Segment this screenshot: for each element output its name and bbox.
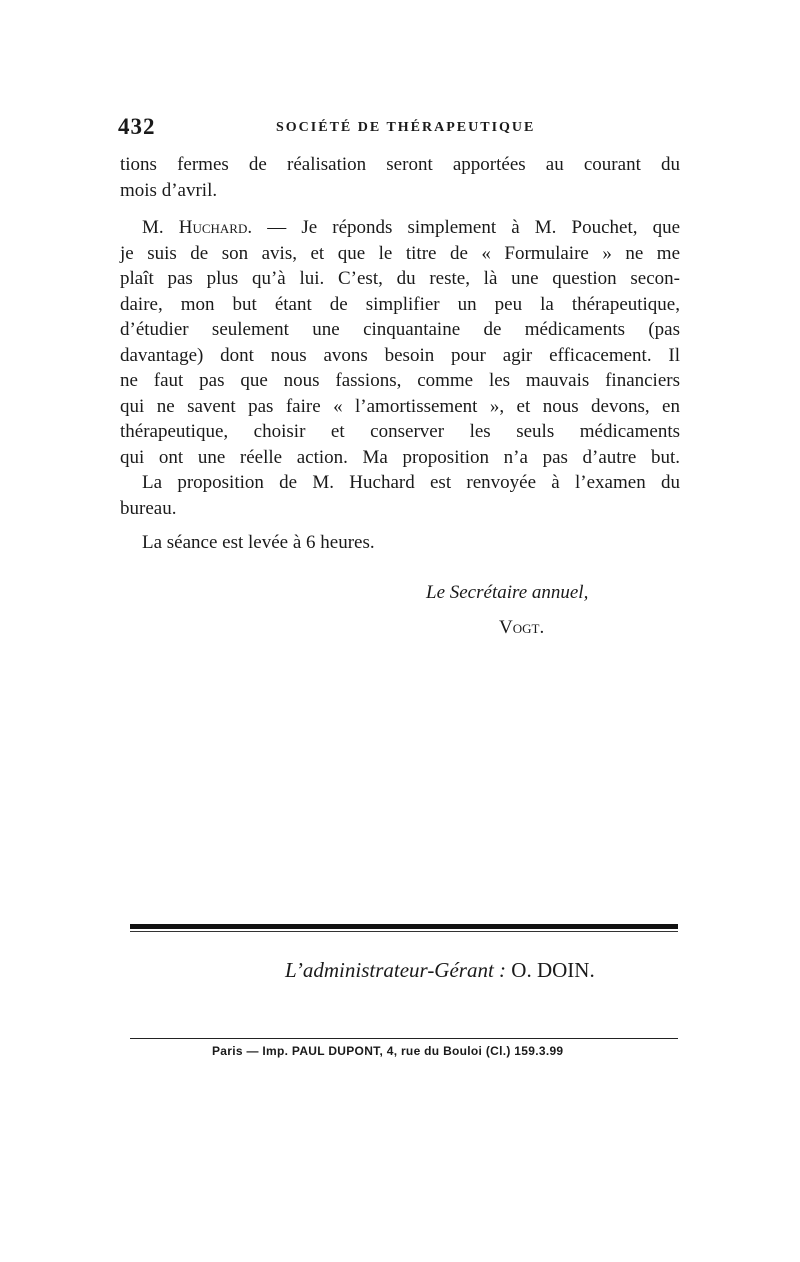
- text-line: La séance est levée à 6 heures.: [142, 532, 375, 553]
- divider-thick: [130, 924, 678, 929]
- divider-thin: [130, 931, 678, 932]
- text-line: davantage) dont nous avons besoin pour agir efficacement. Il: [120, 344, 680, 366]
- text-line: plaît pas plus qu’à lui. C’est, du reste, là une question secon-: [120, 268, 680, 289]
- text-line: qui ne savent pas faire « l’amortissement », et nous devons, en: [120, 395, 680, 417]
- gerant-line: [285, 958, 595, 983]
- gerant-label: L’administrateur-Gérant :: [285, 958, 507, 982]
- page-number: 432: [118, 114, 156, 139]
- signature-role: Le Secrétaire annuel,: [426, 582, 589, 603]
- running-head: SOCIÉTÉ DE THÉRAPEUTIQUE: [276, 120, 536, 135]
- text-line: d’étudier seulement une cinquantaine de médicaments (pas: [120, 319, 680, 340]
- speaker-prefix: M.: [142, 217, 179, 238]
- speaker-name: Huchard: [178, 217, 248, 238]
- printer-imprint: Paris — Imp. PAUL DUPONT, 4, rue du Bouloi (Cl.) 159.3.99: [212, 1044, 564, 1058]
- text-line: [120, 215, 680, 241]
- signature-name: Vogt.: [499, 617, 545, 638]
- speech-text: . — Je réponds simplement à M. Pouchet, que: [247, 217, 680, 238]
- text-line: daire, mon but étant de simplifier un peu la thérapeutique,: [120, 293, 680, 315]
- text-line: ne faut pas que nous fassions, comme les mauvais financiers: [120, 370, 680, 391]
- text-line: bureau.: [120, 497, 177, 519]
- text-line: mois d’avril.: [120, 179, 218, 201]
- text-line: thérapeutique, choisir et conserver les seuls médicaments: [120, 421, 680, 442]
- text-line: je suis de son avis, et que le titre de « Formulaire » ne me: [120, 242, 680, 264]
- page-header: [118, 114, 678, 142]
- footer-divider: [130, 1038, 678, 1039]
- text-line: tions fermes de réalisation seront apportées au courant du: [120, 154, 680, 175]
- text-line: qui ont une réelle action. Ma proposition n’a pas d’autre but.: [120, 446, 680, 468]
- body-text: [120, 152, 680, 556]
- text-line: La proposition de M. Huchard est renvoyée à l’examen du: [142, 472, 680, 493]
- gerant-name: O. DOIN.: [506, 958, 595, 982]
